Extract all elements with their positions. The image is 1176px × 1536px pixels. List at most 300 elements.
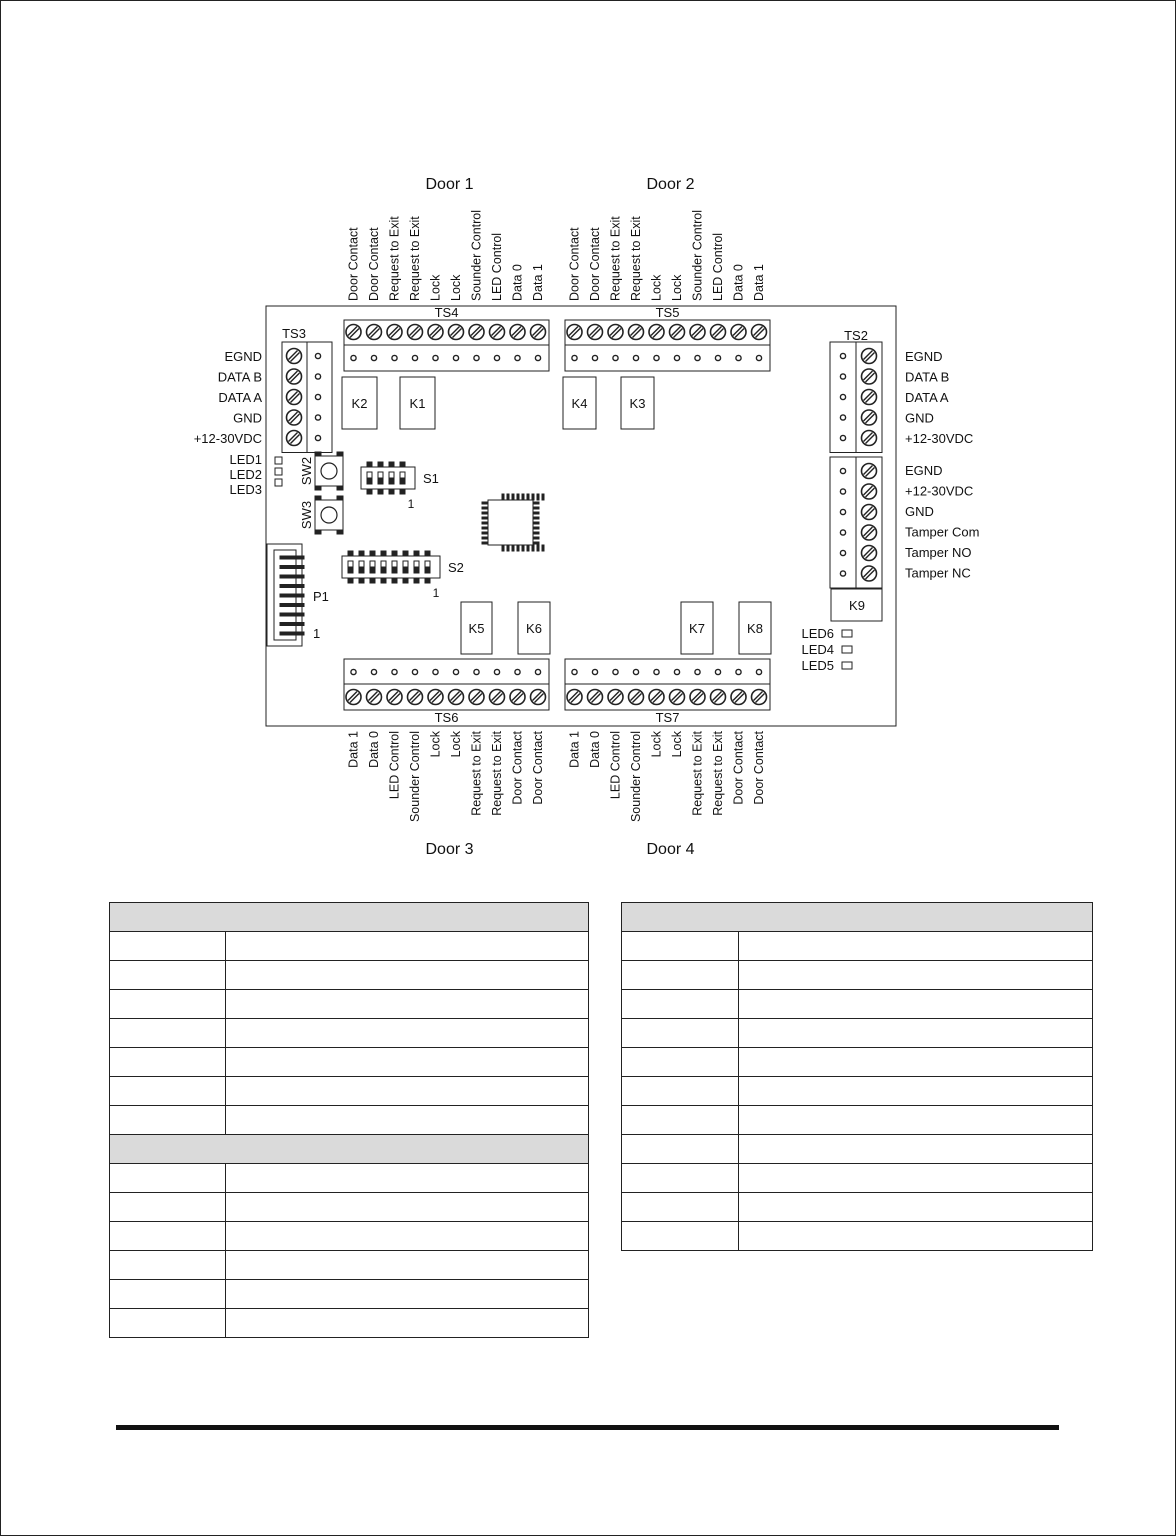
side-terminal-label: DATA B [905, 369, 950, 385]
screw-terminal [469, 325, 484, 340]
screw-head [690, 690, 705, 705]
switch-leg [337, 496, 343, 500]
chip-lead [512, 545, 514, 551]
terminal-pin [840, 394, 845, 399]
switch-leg [315, 530, 321, 534]
terminal-label: Door Contact [367, 227, 381, 301]
dip-pin [400, 489, 405, 494]
dip-toggle-fill [392, 567, 397, 573]
terminal-cell [110, 932, 226, 961]
terminal-label: Lock [670, 731, 684, 758]
screw-terminal [387, 325, 402, 340]
led [275, 468, 282, 475]
description-cell [739, 961, 1093, 990]
terminal-label: Data 0 [731, 264, 746, 301]
chip-lead [537, 545, 539, 551]
screw-terminal [469, 690, 484, 705]
table-row [110, 1077, 589, 1106]
terminal-label: Sounder Control [408, 731, 422, 823]
led-label: LED3 [229, 482, 262, 497]
screw-head [387, 690, 402, 705]
pin-one-label: 1 [432, 586, 440, 600]
screw-terminal [690, 325, 705, 340]
terminal-label: Data 0 [510, 264, 525, 301]
dip-pin [367, 489, 372, 494]
chip-lead [517, 545, 519, 551]
side-terminal-label: +12-30VDC [905, 483, 974, 499]
terminal-label: Door Contact [752, 731, 766, 805]
dip-pin [381, 551, 386, 556]
screw-head [287, 349, 302, 364]
screw-terminal [649, 690, 664, 705]
terminal-pin [572, 669, 577, 674]
description-cell [226, 1280, 589, 1309]
description-cell [226, 1077, 589, 1106]
screw-terminal [862, 390, 877, 405]
screw-terminal [629, 325, 644, 340]
led [275, 479, 282, 486]
screw-head [862, 349, 877, 364]
screw-head [711, 690, 726, 705]
terminal-cell [110, 1019, 226, 1048]
screw-head [567, 690, 582, 705]
screw-head [862, 525, 877, 540]
terminal-label: Request to Exit [469, 731, 484, 816]
screw-head [408, 690, 423, 705]
terminal-pin [371, 669, 376, 674]
description-cell [226, 1019, 589, 1048]
side-terminal-label: Tamper NC [905, 565, 971, 581]
dip-toggle-fill [370, 567, 375, 573]
side-terminal-label: EGND [224, 349, 262, 364]
p1-pin [280, 594, 304, 597]
led [275, 457, 282, 464]
screw-head [690, 325, 705, 340]
screw-terminal [670, 325, 685, 340]
screw-head [649, 690, 664, 705]
screw-terminal [490, 690, 505, 705]
switch-button [321, 507, 337, 523]
terminal-cell [622, 1077, 739, 1106]
screw-terminal [510, 325, 525, 340]
left-terminal-table [109, 902, 589, 1338]
terminal-label: Door Contact [510, 731, 525, 805]
terminal-cell [110, 1309, 226, 1338]
screw-terminal [287, 431, 302, 446]
screw-terminal [449, 690, 464, 705]
chip-lead [482, 512, 488, 514]
dip-pin [414, 551, 419, 556]
screw-terminal [690, 690, 705, 705]
relay-label: K7 [689, 621, 705, 636]
chip-lead [502, 545, 504, 551]
terminal-pin [715, 669, 720, 674]
terminal-pin [695, 669, 700, 674]
terminal-pin [315, 374, 320, 379]
terminal-pin [592, 355, 597, 360]
terminal-pin [592, 669, 597, 674]
screw-terminal [588, 325, 603, 340]
side-terminal-label: GND [233, 410, 262, 426]
screw-terminal [408, 325, 423, 340]
dip-pin [381, 578, 386, 583]
relay-label: K4 [571, 396, 588, 411]
table-row [110, 990, 589, 1019]
switch-label: SW2 [299, 456, 314, 486]
chip-lead [527, 545, 529, 551]
terminal-cell [622, 1164, 739, 1193]
switch-leg [337, 486, 343, 490]
terminal-cell [110, 990, 226, 1019]
dip-pin [367, 462, 372, 467]
dip-label: S1 [423, 471, 439, 486]
terminal-label: Data 0 [367, 731, 381, 768]
screw-terminal [449, 325, 464, 340]
screw-terminal [752, 325, 767, 340]
screw-terminal [287, 369, 302, 384]
side-terminal-label: Tamper NO [905, 545, 972, 560]
terminal-cell [110, 1251, 226, 1280]
description-cell [226, 1048, 589, 1077]
screw-terminal [731, 690, 746, 705]
dip-toggle-fill [348, 567, 353, 573]
chip-lead [533, 517, 539, 519]
screw-head [862, 369, 877, 384]
terminal-pin [633, 669, 638, 674]
chip-lead [542, 545, 544, 551]
screw-terminal [862, 525, 877, 540]
screw-terminal [346, 325, 361, 340]
terminal-label: Door Contact [531, 731, 545, 805]
chip-lead [527, 494, 529, 500]
terminal-pin [412, 355, 417, 360]
terminal-pin [840, 571, 845, 576]
terminal-label: Door Contact [346, 227, 361, 301]
terminal-label: Door Contact [567, 227, 582, 301]
switch-leg [315, 496, 321, 500]
screw-terminal [531, 690, 546, 705]
door-title: Door 4 [646, 841, 695, 858]
table-header-cell [622, 903, 1093, 932]
screw-terminal [428, 325, 443, 340]
switch-leg [315, 486, 321, 490]
terminal-pin [535, 669, 540, 674]
terminal-pin [392, 355, 397, 360]
dip-pin [378, 462, 383, 467]
table-row [622, 1135, 1093, 1164]
terminal-label: Data 1 [567, 731, 582, 768]
door-title: Door 1 [425, 176, 474, 193]
dip-pin [348, 578, 353, 583]
terminal-pin [453, 669, 458, 674]
terminal-pin [840, 468, 845, 473]
terminal-pin [315, 415, 320, 420]
description-cell [739, 1019, 1093, 1048]
chip-lead [502, 494, 504, 500]
terminal-pin [412, 669, 417, 674]
screw-terminal [862, 410, 877, 425]
dip-toggle-fill [414, 567, 419, 573]
screw-terminal [670, 690, 685, 705]
terminal-pin [433, 669, 438, 674]
screw-head [752, 690, 767, 705]
terminal-pin [453, 355, 458, 360]
dip-pin [370, 578, 375, 583]
terminal-pin [494, 355, 499, 360]
screw-head [287, 410, 302, 425]
terminal-cell [622, 1222, 739, 1251]
screw-terminal [862, 464, 877, 479]
terminal-pin [535, 355, 540, 360]
dip-pin [392, 551, 397, 556]
table-row [622, 1048, 1093, 1077]
led-label: LED6 [801, 626, 834, 641]
terminal-pin [736, 669, 741, 674]
led [842, 630, 852, 637]
dip-pin [378, 489, 383, 494]
terminal-block-label: TS6 [434, 710, 459, 725]
terminal-pin [371, 355, 376, 360]
p1-pin [280, 623, 304, 626]
chip-lead [533, 527, 539, 529]
terminal-label: Request to Exit [490, 731, 504, 816]
led [842, 646, 852, 653]
chip-lead [542, 494, 544, 500]
footer-rule [116, 1425, 1059, 1430]
description-cell [226, 1106, 589, 1135]
p1-pin [280, 632, 304, 635]
dip-pin [359, 578, 364, 583]
dip-toggle-fill [381, 567, 386, 573]
dip-pin [400, 462, 405, 467]
screw-terminal [862, 431, 877, 446]
terminal-cell [622, 1106, 739, 1135]
screw-head [287, 369, 302, 384]
terminal-pin [840, 415, 845, 420]
terminal-cell [110, 1280, 226, 1309]
table-group-header [622, 903, 1093, 932]
screw-head [346, 325, 361, 340]
screw-terminal [510, 690, 525, 705]
relay-label: K2 [351, 396, 368, 411]
screw-head [367, 325, 382, 340]
screw-head [510, 690, 525, 705]
relay-label: K6 [526, 621, 542, 636]
side-terminal-label: GND [905, 410, 934, 426]
screw-head [862, 410, 877, 425]
terminal-cell [622, 961, 739, 990]
dip-pin [392, 578, 397, 583]
description-cell [739, 1193, 1093, 1222]
terminal-pin [840, 374, 845, 379]
screw-head [731, 325, 746, 340]
table-row [110, 1280, 589, 1309]
chip-lead [482, 527, 488, 529]
terminal-label: LED Control [490, 232, 504, 301]
screw-head [862, 546, 877, 561]
switch-label: SW3 [299, 500, 314, 530]
terminal-pin [613, 669, 618, 674]
terminal-cell [622, 1019, 739, 1048]
screw-terminal [752, 690, 767, 705]
side-terminal-label: EGND [905, 349, 943, 364]
screw-terminal [608, 690, 623, 705]
terminal-pin [715, 355, 720, 360]
terminal-pin [392, 669, 397, 674]
terminal-label: Request to Exit [711, 731, 725, 816]
terminal-cell [622, 1048, 739, 1077]
terminal-block-label: TS5 [655, 305, 680, 320]
dip-pin [403, 551, 408, 556]
dip-pin [414, 578, 419, 583]
table-row [622, 1077, 1093, 1106]
description-cell [739, 1164, 1093, 1193]
terminal-pin [840, 550, 845, 555]
screw-terminal [862, 369, 877, 384]
terminal-pin [572, 355, 577, 360]
description-cell [739, 1048, 1093, 1077]
p1-pin [280, 604, 304, 607]
switch-leg [337, 452, 343, 456]
table-row [110, 961, 589, 990]
screw-head [862, 464, 877, 479]
screw-terminal [608, 325, 623, 340]
terminal-label: Request to Exit [629, 216, 643, 301]
terminal-cell [110, 1193, 226, 1222]
chip-lead [482, 507, 488, 509]
dip-toggle-fill [389, 478, 394, 484]
terminal-pin [654, 355, 659, 360]
screw-head [862, 566, 877, 581]
description-cell [226, 1164, 589, 1193]
terminal-pin [474, 355, 479, 360]
screw-terminal [346, 690, 361, 705]
table-row [110, 932, 589, 961]
led-label: LED1 [229, 452, 262, 467]
terminal-pin [633, 355, 638, 360]
table-row [622, 1019, 1093, 1048]
description-cell [226, 1193, 589, 1222]
screw-head [449, 325, 464, 340]
terminal-pin [840, 509, 845, 514]
chip-lead [533, 542, 539, 544]
table-row [622, 1106, 1093, 1135]
led-label: LED2 [229, 467, 262, 482]
table-header-cell [110, 1135, 589, 1164]
terminal-label: LED Control [711, 232, 725, 301]
chip-lead [532, 494, 534, 500]
chip-lead [482, 542, 488, 544]
screw-terminal [567, 325, 582, 340]
description-cell [739, 1106, 1093, 1135]
table-row [622, 932, 1093, 961]
terminal-pin [315, 435, 320, 440]
terminal-pin [840, 530, 845, 535]
terminal-pin [315, 394, 320, 399]
screw-terminal [711, 325, 726, 340]
dip-pin [403, 578, 408, 583]
terminal-pin [494, 669, 499, 674]
led-label: LED4 [801, 642, 834, 657]
chip-lead [507, 545, 509, 551]
relay-label: K1 [409, 396, 426, 411]
table-header-cell [110, 903, 589, 932]
door-title: Door 2 [646, 176, 695, 193]
dip-pin [425, 578, 430, 583]
chip-lead [533, 502, 539, 504]
description-cell [739, 990, 1093, 1019]
p1-pin [280, 556, 304, 559]
screw-terminal [588, 690, 603, 705]
side-terminal-label: DATA A [218, 390, 262, 405]
terminal-pin [840, 435, 845, 440]
terminal-label: Lock [449, 731, 463, 758]
chip-lead [507, 494, 509, 500]
table-row [110, 1164, 589, 1193]
switch-leg [315, 452, 321, 456]
screw-head [752, 325, 767, 340]
chip-lead [517, 494, 519, 500]
screw-head [287, 390, 302, 405]
terminal-label: Lock [428, 731, 443, 758]
screw-terminal [490, 325, 505, 340]
terminal-cell [110, 1077, 226, 1106]
dip-label: S2 [448, 560, 464, 575]
screw-head [608, 325, 623, 340]
screw-terminal [629, 690, 644, 705]
screw-terminal [862, 546, 877, 561]
screw-terminal [531, 325, 546, 340]
terminal-label: Data 1 [346, 731, 361, 768]
screw-head [428, 690, 443, 705]
description-cell [739, 932, 1093, 961]
terminal-pin [433, 355, 438, 360]
terminal-label: Lock [428, 274, 443, 301]
screw-terminal [387, 690, 402, 705]
description-cell [226, 932, 589, 961]
terminal-label: Data 1 [752, 264, 766, 301]
chip-lead [533, 532, 539, 534]
terminal-label: Data 0 [588, 731, 602, 768]
terminal-cell [110, 1222, 226, 1251]
right-terminal-table [621, 902, 1093, 1251]
dip-toggle-fill [359, 567, 364, 573]
terminal-cell [110, 961, 226, 990]
side-terminal-label: +12-30VDC [193, 431, 262, 446]
chip-lead [482, 537, 488, 539]
terminal-cell [110, 1106, 226, 1135]
side-terminal-label: Tamper Com [905, 524, 980, 540]
screw-terminal [287, 349, 302, 364]
screw-head [862, 484, 877, 499]
pin-one-label: 1 [313, 626, 321, 641]
terminal-pin [351, 669, 356, 674]
screw-head [862, 431, 877, 446]
pin-one-label: 1 [407, 497, 415, 511]
door-title: Door 3 [425, 841, 474, 858]
terminal-pin [674, 355, 679, 360]
dip-pin [425, 551, 430, 556]
side-terminal-label: +12-30VDC [905, 431, 974, 446]
terminal-cell [110, 1048, 226, 1077]
terminal-block-label: TS2 [844, 328, 868, 343]
table-group-header [110, 1135, 589, 1164]
table-row [110, 1309, 589, 1338]
terminal-pin [315, 353, 320, 358]
screw-head [629, 325, 644, 340]
screw-terminal [862, 566, 877, 581]
chip-lead [512, 494, 514, 500]
